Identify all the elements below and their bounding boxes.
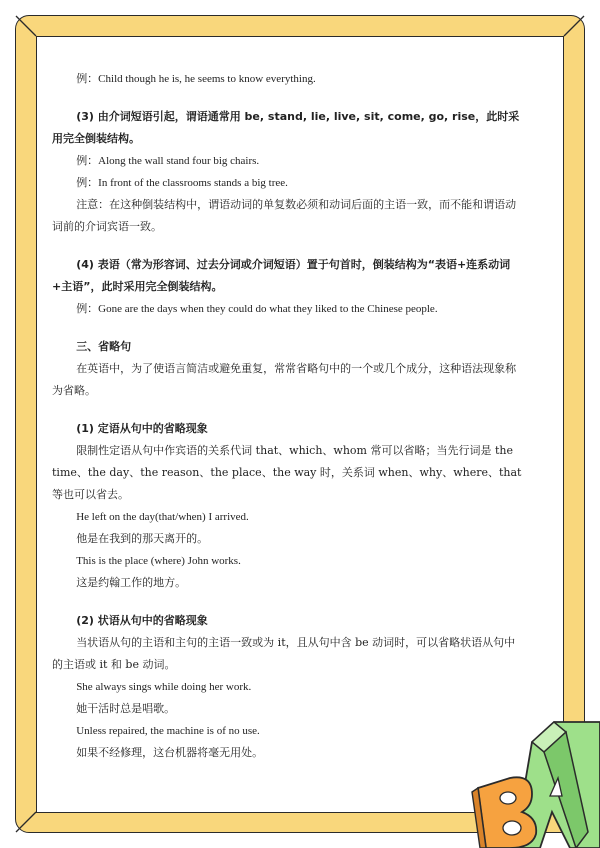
section-heading: (2) 状语从句中的省略现象 bbox=[76, 614, 208, 627]
section-heading: (3) 由介词短语引起，谓语通常用 be, stand, lie, live, sit, come, go, rise，此时采用完全倒装结构。 bbox=[52, 110, 520, 145]
section-heading: (4) 表语（常为形容词、过去分词或介词短语）置于句首时，倒装结构为“表语+连系动词+主语”，此时采用完全倒装结构。 bbox=[52, 258, 511, 293]
document-body bbox=[52, 68, 522, 764]
example-sentence: This is the place (where) John works. bbox=[76, 555, 241, 567]
example-line: 例：Child though he is, he seems to know everything. bbox=[76, 73, 316, 85]
note-paragraph: 注意：在这种倒装结构中，谓语动词的单复数必须和动词后面的主语一致，而不能和谓语动词前的介词宾语一致。 bbox=[52, 198, 517, 233]
example-sentence: Unless repaired, the machine is of no use. bbox=[76, 725, 260, 737]
example-translation: 如果不经修理，这台机器将毫无用处。 bbox=[76, 746, 264, 759]
example-line: 例：Gone are the days when they could do what they liked to the Chinese people. bbox=[76, 303, 438, 315]
example-translation: 他是在我到的那天离开的。 bbox=[76, 532, 209, 545]
rule-paragraph: 限制性定语从句中作宾语的关系代词 that、which、whom 常可以省略；当先行词是 the time、the day、the reason、the place、the way 时，关系词 when、why、where、that 等也可以省去。 bbox=[52, 444, 522, 501]
chapter-heading: 三、省略句 bbox=[76, 340, 132, 353]
intro-paragraph: 在英语中，为了使语言简洁或避免重复，常常省略句中的一个或几个成分，这种语法现象称为省略。 bbox=[52, 362, 517, 397]
example-sentence: He left on the day(that/when) I arrived. bbox=[76, 511, 249, 523]
section-heading: (1) 定语从句中的省略现象 bbox=[76, 422, 208, 435]
example-translation: 这是约翰工作的地方。 bbox=[76, 576, 187, 589]
example-sentence: She always sings while doing her work. bbox=[76, 681, 252, 693]
alphabet-blocks-illustration bbox=[470, 712, 600, 848]
example-line: 例：In front of the classrooms stands a big tree. bbox=[76, 177, 288, 189]
example-translation: 她干活时总是唱歌。 bbox=[76, 702, 176, 715]
example-line: 例：Along the wall stand four big chairs. bbox=[76, 155, 260, 167]
rule-paragraph: 当状语从句的主语和主句的主语一致或为 it，且从句中含 be 动词时，可以省略状语从句中的主语或 it 和 be 动词。 bbox=[52, 636, 516, 671]
